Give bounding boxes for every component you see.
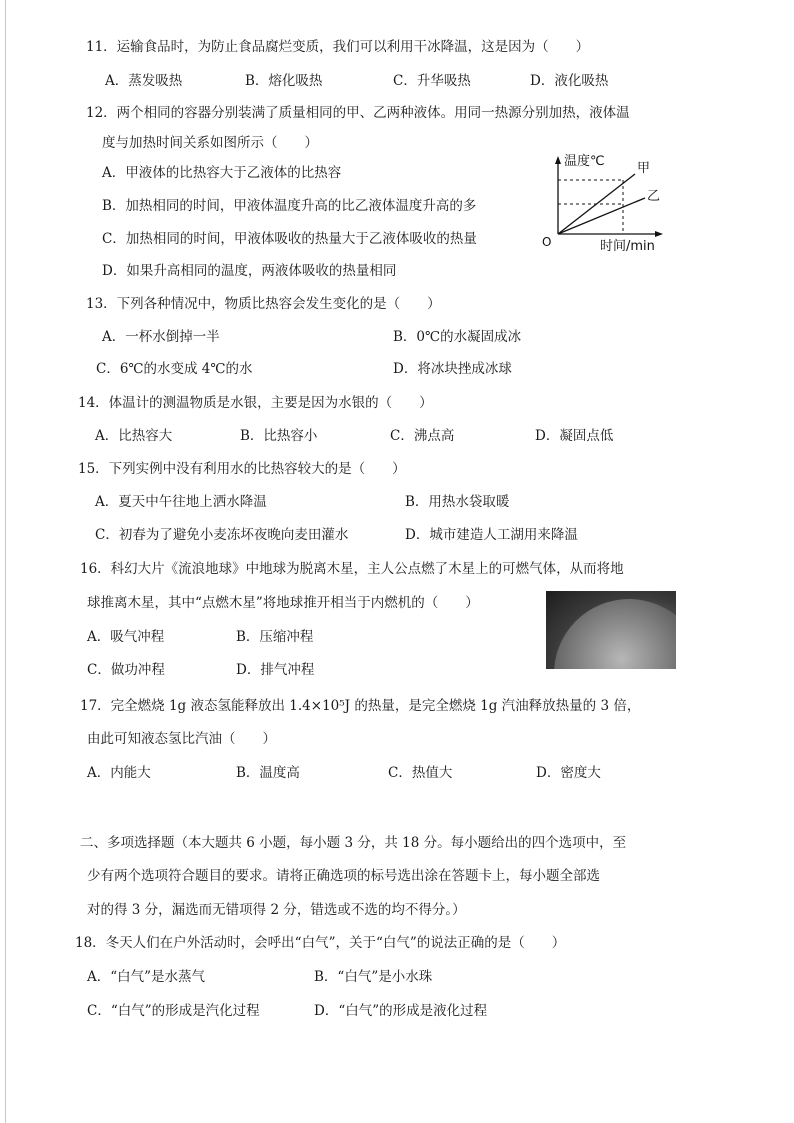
q17-option-a[interactable]: A．内能大 xyxy=(87,765,151,781)
q17-option-b[interactable]: B．温度高 xyxy=(236,765,300,781)
graph-origin-label: O xyxy=(542,235,552,249)
temperature-time-graph xyxy=(540,150,665,260)
q16-option-b[interactable]: B．压缩冲程 xyxy=(236,629,314,645)
q16-option-d[interactable]: D．排气冲程 xyxy=(236,662,315,678)
q11-option-a[interactable]: A．蒸发吸热 xyxy=(105,73,183,89)
q14-option-a[interactable]: A．比热容大 xyxy=(95,428,173,444)
q15-option-b[interactable]: B．用热水袋取暖 xyxy=(405,494,510,510)
graph-series-yi-label: 乙 xyxy=(647,189,661,204)
q12-stem-line-1: 12．两个相同的容器分别装满了质量相同的甲、乙两种液体。用同一热源分别加热，液体温 xyxy=(86,105,630,121)
q13-stem: 13．下列各种情况中，物质比热容会发生变化的是（ ） xyxy=(86,296,441,312)
q14-stem: 14．体温计的测温物质是水银，主要是因为水银的（ ） xyxy=(78,395,433,411)
q16-option-a[interactable]: A．吸气冲程 xyxy=(87,629,165,645)
q16-option-c[interactable]: C．做功冲程 xyxy=(87,662,165,678)
q12-option-b[interactable]: B．加热相同的时间，甲液体温度升高的比乙液体温度升高的多 xyxy=(102,198,477,214)
q18-option-a[interactable]: A．“白气”是水蒸气 xyxy=(87,969,206,985)
graph-y-label: 温度℃ xyxy=(564,154,605,169)
graph-x-label: 时间/min xyxy=(600,239,655,254)
q11-stem: 11．运输食品时，为防止食品腐烂变质，我们可以利用干冰降温，这是因为（ ） xyxy=(86,39,590,55)
q13-option-d[interactable]: D．将冰块挫成冰球 xyxy=(393,361,512,377)
graph-series-jia-label: 甲 xyxy=(637,161,651,176)
planet-shape xyxy=(554,599,676,669)
q15-option-d[interactable]: D．城市建造人工湖用来降温 xyxy=(405,527,578,543)
q12-option-a[interactable]: A．甲液体的比热容大于乙液体的比热容 xyxy=(102,165,342,181)
graph-y-arrow xyxy=(555,156,561,164)
q17-stem-line-2: 由此可知液态氢比汽油（ ） xyxy=(87,731,276,747)
q17-option-d[interactable]: D．密度大 xyxy=(536,765,601,781)
q14-option-d[interactable]: D．凝固点低 xyxy=(535,428,614,444)
section2-header-line-3: 对的得 3 分，漏选而无错项得 2 分，错选或不选的均不得分。） xyxy=(87,902,466,918)
q13-option-c[interactable]: C．6℃的水变成 4℃的水 xyxy=(96,361,253,377)
q12-option-c[interactable]: C．加热相同的时间，甲液体吸收的热量大于乙液体吸收的热量 xyxy=(102,231,477,247)
q14-option-b[interactable]: B．比热容小 xyxy=(240,428,318,444)
q15-stem: 15．下列实例中没有利用水的比热容较大的是（ ） xyxy=(78,461,406,477)
section2-header-line-2: 少有两个选项符合题目的要求。请将正确选项的标号选出涂在答题卡上，每小题全部选 xyxy=(87,868,600,884)
graph-x-arrow xyxy=(655,231,663,237)
q15-option-c[interactable]: C．初春为了避免小麦冻坏夜晚向麦田灌水 xyxy=(95,527,349,543)
wandering-earth-image xyxy=(546,591,676,669)
q13-option-b[interactable]: B．0℃的水凝固成冰 xyxy=(393,329,522,345)
q12-option-d[interactable]: D．如果升高相同的温度，两液体吸收的热量相同 xyxy=(102,263,397,279)
q15-option-a[interactable]: A．夏天中午往地上洒水降温 xyxy=(95,494,267,510)
graph-line-yi xyxy=(558,198,645,234)
q11-option-d[interactable]: D．液化吸热 xyxy=(530,73,609,89)
section2-header-line-1: 二、多项选择题（本大题共 6 小题，每小题 3 分，共 18 分。每小题给出的四个选项中，至 xyxy=(80,835,627,851)
q17-option-c[interactable]: C．热值大 xyxy=(388,765,453,781)
q11-option-b[interactable]: B．熔化吸热 xyxy=(245,73,323,89)
q16-stem-line-2: 球推离木星，其中“点燃木星”将地球推开相当于内燃机的（ ） xyxy=(87,595,479,611)
page-left-edge xyxy=(5,0,6,1123)
q16-stem-line-1: 16．科幻大片《流浪地球》中地球为脱离木星，主人公点燃了木星上的可燃气体，从而将地 xyxy=(80,561,624,577)
q14-option-c[interactable]: C．沸点高 xyxy=(390,428,455,444)
q12-stem-line-2: 度与加热时间关系如图所示（ ） xyxy=(102,135,318,151)
q18-option-b[interactable]: B．“白气”是小水珠 xyxy=(314,969,433,985)
q18-option-c[interactable]: C．“白气”的形成是汽化过程 xyxy=(87,1003,260,1019)
q18-stem: 18．冬天人们在户外活动时，会呼出“白气”，关于“白气”的说法正确的是（ ） xyxy=(75,935,566,951)
q18-option-d[interactable]: D．“白气”的形成是液化过程 xyxy=(314,1003,488,1019)
q13-option-a[interactable]: A．一杯水倒掉一半 xyxy=(102,329,220,345)
q17-stem-line-1: 17．完全燃烧 1g 液态氢能释放出 1.4×10⁵J 的热量，是完全燃烧 1g 汽油释放热量的 3 倍， xyxy=(80,698,641,714)
q11-option-c[interactable]: C．升华吸热 xyxy=(393,73,471,89)
